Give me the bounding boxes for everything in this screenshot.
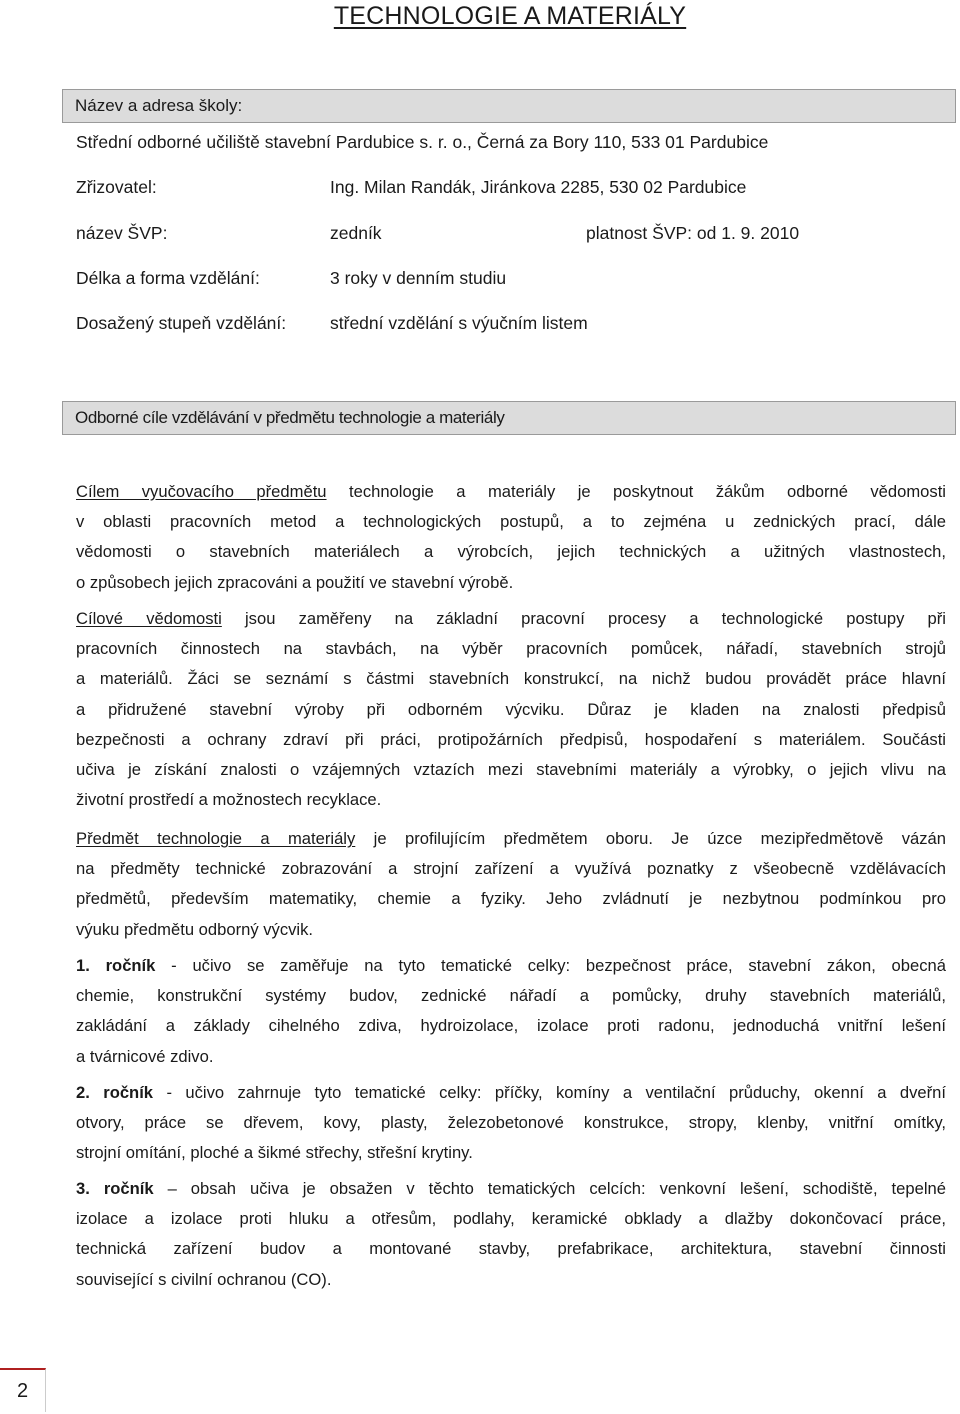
- text-line: bezpečnosti a ochrany zdraví při práci, protipožárních předpisů, hospodaření s materiálem. Součásti: [76, 729, 946, 749]
- paragraph-goal: [76, 477, 946, 598]
- underlined-phrase: Předmět technologie a materiály: [76, 829, 356, 848]
- text-line: a tvárnicové zdivo.: [76, 1046, 214, 1066]
- text-line: o způsobech jejich zpracováni a použití ve stavební výrobě.: [76, 572, 514, 592]
- text-line: životní prostředí a možnostech recyklace.: [76, 790, 382, 810]
- text-line: učiva je získání znalosti o vzájemných vztazích mezi stavebními materiály a výrobky, o jejich vlivu na: [76, 759, 946, 779]
- paragraph-subject: [76, 824, 946, 945]
- level-value: střední vzdělání s výučním listem: [330, 313, 588, 333]
- paragraph-year-1: [76, 951, 946, 1072]
- text-line: otvory, práce se dřevem, kovy, plasty, železobetonové konstrukce, stropy, klenby, vnitřní omítky,: [76, 1113, 946, 1133]
- year-label: 3. ročník: [76, 1179, 154, 1198]
- text-line: technická zařízení budov a montované stavby, prefabrikace, architektura, stavební činnosti: [76, 1239, 946, 1259]
- text-line: v oblasti pracovních metod a technologických postupů, a to zejména u zednických prací, dále: [76, 512, 946, 532]
- text-line: technologie a materiály je poskytnout žákům odborné vědomosti: [326, 482, 946, 501]
- level-label: Dosažený stupeň vzdělání:: [76, 313, 287, 333]
- text-line: související s civilní ochranou (CO).: [76, 1269, 332, 1289]
- page-title: TECHNOLOGIE A MATERIÁLY: [333, 2, 687, 30]
- text-line: předmětů, především matematiky, chemie a fyziky. Jeho zvládnutí je nezbytnou podmínkou pro: [76, 889, 946, 909]
- text-line: a materiálů. Žáci se seznámí s částmi stavebních konstrukcí, na nichž budou provádět práce hlavní: [76, 669, 946, 689]
- text-line: - učivo zahrnuje tyto tematické celky: příčky, komíny a ventilační průduchy, okenní a dveřní: [153, 1083, 946, 1102]
- underlined-phrase: Cílem vyučovacího předmětu: [76, 482, 327, 501]
- text-line: izolace a izolace proti hluku a otřesům, podlahy, keramické obklady a dlažby dokončovací práce,: [76, 1209, 946, 1229]
- text-line: chemie, konstrukční systémy budov, zednické nářadí a pomůcky, druhy stavebních materiálů,: [76, 986, 946, 1006]
- text-line: – obsah učiva je obsažen v těchto tematických celcích: venkovní lešení, schodiště, tepelné: [153, 1179, 946, 1198]
- school-heading-box: [62, 89, 956, 123]
- text-line: jsou zaměřeny na základní pracovní procesy a technologické postupy při: [221, 609, 946, 628]
- duration-value: 3 roky v denním studiu: [330, 268, 507, 288]
- text-line: a přidružené stavební výroby při odborném výcviku. Důraz je kladen na znalosti předpisů: [76, 699, 946, 719]
- founder-label: Zřizovatel:: [76, 177, 157, 197]
- text-line: pracovních činnostech na stavbách, na výběr pracovních pomůcek, nářadí, stavebních strojů: [76, 639, 946, 659]
- text-line: je profilujícím předmětem oboru. Je úzce mezipředmětově vázán: [355, 829, 947, 848]
- paragraph-knowledge: [76, 604, 946, 815]
- svp-validity: platnost ŠVP: od 1. 9. 2010: [586, 223, 800, 243]
- duration-label: Délka a forma vzdělání:: [76, 268, 260, 288]
- school-heading: Název a adresa školy:: [75, 96, 243, 115]
- text-line: výuku předmětu odborný výcvik.: [76, 919, 314, 939]
- text-line: zakládání a základy cihelného zdiva, hydroizolace, izolace proti radonu, jednoduchá vnitřní lešení: [76, 1016, 946, 1036]
- page-number: 2: [0, 1368, 46, 1412]
- svp-value: zedník: [330, 223, 382, 243]
- underlined-phrase: Cílové vědomosti: [76, 609, 222, 628]
- paragraph-year-3: [76, 1174, 946, 1295]
- goals-heading: Odborné cíle vzdělávání v předmětu technologie a materiály: [75, 408, 505, 427]
- text-line: na předměty technické zobrazování a strojní zařízení a využívá poznatky z všeobecně vzdělávacích: [76, 859, 946, 879]
- text-line: - učivo se zaměřuje na tyto tematické celky: bezpečnost práce, stavební zákon, obecná: [155, 956, 946, 975]
- year-label: 2. ročník: [76, 1083, 154, 1102]
- paragraph-year-2: [76, 1078, 946, 1169]
- text-line: strojní omítání, ploché a šikmé střechy, střešní krytiny.: [76, 1143, 473, 1163]
- year-label: 1. ročník: [76, 956, 156, 975]
- text-line: vědomosti o stavebních materiálech a výrobcích, jejich technických a užitných vlastnostech,: [76, 542, 946, 562]
- goals-heading-box: [62, 401, 956, 435]
- school-name: Střední odborné učiliště stavební Pardubice s. r. o., Černá za Bory 110, 533 01 Pardubice: [76, 132, 769, 152]
- founder-value: Ing. Milan Randák, Jiránkova 2285, 530 02 Pardubice: [330, 177, 747, 197]
- svp-label: název ŠVP:: [76, 223, 168, 243]
